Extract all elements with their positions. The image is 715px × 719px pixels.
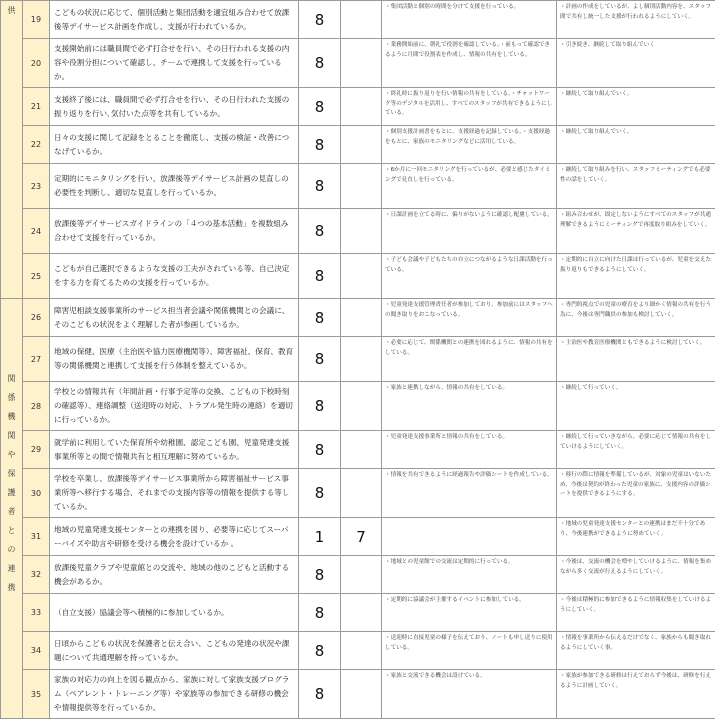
item-number: 31 — [23, 518, 50, 556]
status-comment: ・地域との児童館での交流は定期的に行っている。 — [382, 556, 557, 594]
item-number: 21 — [23, 88, 50, 126]
status-comment: ・送迎時に直接児童の様子を伝えており、ノートも申し送りに使用している。 — [382, 632, 557, 670]
status-comment: ・必要に応じて、関係機関との連携を図れるように、情報の共有をしている。 — [382, 337, 557, 382]
item-number: 30 — [23, 469, 50, 518]
question-text: 支援終了後には、職員間で必ず打合せを行い、その日行われた支援の振り返りを行い､気付いた点等を共有しているか。 — [50, 88, 299, 126]
improvement-comment: ・計画の作成をしているが、よし個別活動内容を、スタッフ間で共有し統一した支援が行われるようにしていく。 — [557, 1, 715, 39]
question-text: 放課後児童クラブや児童館との交流や、地域の他のこどもと活動する機会があるか。 — [50, 556, 299, 594]
no-count — [341, 431, 382, 469]
table-row — [1, 556, 715, 594]
category-cell — [1, 299, 23, 719]
status-comment: ・情報を共有できるように経過報告や評価シートを作成している。 — [382, 469, 557, 518]
table-row — [1, 39, 715, 88]
no-count — [341, 88, 382, 126]
status-comment: ・家族と交流できる機会は設けている。 — [382, 670, 557, 719]
item-number: 22 — [23, 126, 50, 164]
table-row — [1, 209, 715, 254]
no-count — [341, 382, 382, 431]
yes-count: 8 — [299, 164, 341, 209]
improvement-comment: ・地域の児童発達支援センターとの連携はまだ不十分であり、今後連携ができるように努めていく。 — [557, 518, 715, 556]
item-number: 19 — [23, 1, 50, 39]
yes-count: 8 — [299, 431, 341, 469]
no-count: 7 — [341, 518, 382, 556]
item-number: 29 — [23, 431, 50, 469]
improvement-comment: ・専門的視点での児童の療育をより細かく情報の共有を行う為に、今後は専門職員の参加も検討していく。 — [557, 299, 715, 337]
status-comment — [382, 518, 557, 556]
no-count — [341, 594, 382, 632]
status-comment: ・集団活動と個別の時間を分けて支援を行っている。 — [382, 1, 557, 39]
no-count — [341, 469, 382, 518]
status-comment: ・子ども会議や子どもたちの自立につながるような日課活動を行っている。 — [382, 254, 557, 299]
question-text: 日頃からこどもの状況を保護者と伝え合い、こどもの発達の状況や課題について共通理解を持っているか。 — [50, 632, 299, 670]
table-row — [1, 337, 715, 382]
improvement-comment: ・継続して取り組んでいく。 — [557, 88, 715, 126]
question-text: 就学前に利用していた保育所や幼稚園、認定こども園、児童発達支援事業所等との間で情報共有と相互理解に努めているか。 — [50, 431, 299, 469]
category-label: 関係機関や保護者との連携 — [7, 299, 17, 597]
question-text: 支援開始前には職員間で必ず打合せを行い、その日行われる支援の内容や役割分担について確認し、チームで連携して支援を行っているか。 — [50, 39, 299, 88]
table-row — [1, 469, 715, 518]
item-number: 28 — [23, 382, 50, 431]
question-text: 学校との情報共有（年間計画・行事予定等の交換、こどもの下校時刻の確認等）、連絡調整（送迎時の対応、トラブル発生時の連絡）を適切に行っているか。 — [50, 382, 299, 431]
item-number: 24 — [23, 209, 50, 254]
status-comment: ・6か月に一回モニタリングを行っているが、必要と感じたタイミングで見直しを行っている。 — [382, 164, 557, 209]
no-count — [341, 299, 382, 337]
improvement-comment: ・今後は積極的に参加できるように情報収集をしていけるようにしていく。 — [557, 594, 715, 632]
improvement-comment: ・家族が参加できる研修は行えておらず今後は、研修を行えるように計画していく。 — [557, 670, 715, 719]
table-row — [1, 632, 715, 670]
no-count — [341, 39, 382, 88]
table-row — [1, 88, 715, 126]
category-label: 供 — [7, 1, 17, 20]
yes-count: 8 — [299, 126, 341, 164]
item-number: 27 — [23, 337, 50, 382]
status-comment: ・家族と連携しながら、情報の共有をしている。 — [382, 382, 557, 431]
item-number: 25 — [23, 254, 50, 299]
no-count — [341, 337, 382, 382]
yes-count: 8 — [299, 556, 341, 594]
yes-count: 1 — [299, 518, 341, 556]
question-text: 地域の保健、医療（主治医や協力医療機関等）、障害福祉、保育、教育等の関係機関と連携して支援を行う体制を整えているか。 — [50, 337, 299, 382]
status-comment: ・終礼時に振り返りを行い情報の共有をしている。・チャットワーク等のデジタルを活用し、すべてのスタッフが共有できるようにしている。 — [382, 88, 557, 126]
yes-count: 8 — [299, 88, 341, 126]
no-count — [341, 1, 382, 39]
table-row — [1, 1, 715, 39]
yes-count: 8 — [299, 632, 341, 670]
yes-count: 8 — [299, 39, 341, 88]
category-cell — [1, 1, 23, 299]
item-number: 23 — [23, 164, 50, 209]
table-row — [1, 164, 715, 209]
improvement-comment: ・定期的に自立に向けた日課は行っているが、児童を交えた振り返りもできるようにしていく。 — [557, 254, 715, 299]
table-row — [1, 382, 715, 431]
improvement-comment: ・継続して取り組んでいく。 — [557, 126, 715, 164]
no-count — [341, 254, 382, 299]
yes-count: 8 — [299, 337, 341, 382]
item-number: 34 — [23, 632, 50, 670]
no-count — [341, 670, 382, 719]
yes-count: 8 — [299, 299, 341, 337]
improvement-comment: ・継続して行っていきながら、必要に応じて情報の共有をしていけるようにしていく。 — [557, 431, 715, 469]
no-count — [341, 556, 382, 594]
improvement-comment: ・移行の際に情報を準備しているが、対象の児童はいないため、今後は契約が終わった児童の家族に、支援内容の評価シートを提供できるようにする。 — [557, 469, 715, 518]
yes-count: 8 — [299, 469, 341, 518]
question-text: 日々の支援に関して記録をとることを徹底し、支援の検証・改善につなげているか。 — [50, 126, 299, 164]
item-number: 32 — [23, 556, 50, 594]
table-row — [1, 431, 715, 469]
table-row — [1, 594, 715, 632]
table-row — [1, 126, 715, 164]
improvement-comment: ・情報を事業所から伝えるだけでなく、家族からも聞き取れるようにしていく事。 — [557, 632, 715, 670]
yes-count: 8 — [299, 382, 341, 431]
yes-count: 8 — [299, 209, 341, 254]
yes-count: 8 — [299, 254, 341, 299]
question-text: 地域の児童発達支援センターとの連携を図り、必要等に応じてスーパーバイズや助言や研修を受ける機会を設けているか 。 — [50, 518, 299, 556]
table-row — [1, 518, 715, 556]
yes-count: 8 — [299, 594, 341, 632]
no-count — [341, 126, 382, 164]
yes-count: 8 — [299, 1, 341, 39]
question-text: こどもの状況に応じて、個別活動と集団活動を適宜組み合わせて放課後等デイサービス計画を作成し、支援が行われているか。 — [50, 1, 299, 39]
evaluation-table-body — [1, 1, 715, 719]
improvement-comment: ・引き続き、継続して取り組んでいく — [557, 39, 715, 88]
question-text: 定期的にモニタリングを行い、放課後等デイサービス計画の見直しの必要性を判断し、適切な見直しを行っているか。 — [50, 164, 299, 209]
question-text: 学校を卒業し、放課後等デイサービス事業所から障害福祉サービス事業所等へ移行する場合、それまでの支援内容等の情報を提供する等しているか。 — [50, 469, 299, 518]
status-comment: ・定期的に協議会が主催するイベントに参加している。 — [382, 594, 557, 632]
item-number: 35 — [23, 670, 50, 719]
improvement-comment: ・継続して行っていく。 — [557, 382, 715, 431]
status-comment: ・児童発達支援事業所と情報の共有をしている。 — [382, 431, 557, 469]
table-row — [1, 299, 715, 337]
question-text: こどもが自己選択できるような支援の工夫がされている等、自己決定をする力を育てるための支援を行っているか。 — [50, 254, 299, 299]
no-count — [341, 209, 382, 254]
status-comment: ・個別支援計画書をもとに、支援経過を記録している。・支援経過をもとに、家族のモニタリングなどに活用している。 — [382, 126, 557, 164]
table-row — [1, 670, 715, 719]
no-count — [341, 632, 382, 670]
item-number: 26 — [23, 299, 50, 337]
improvement-comment: ・組み合わせが、固定しないようにすべてのスタッフが共通理解できるようにミーティングで再度取り組みをしていく。 — [557, 209, 715, 254]
table-row — [1, 254, 715, 299]
question-text: 障害児相談支援事業所のサービス担当者会議や関係機関との会議に、そのこどもの状況をよく理解した者が参画しているか。 — [50, 299, 299, 337]
improvement-comment: ・主治医や教育医療機関ともできるように検討していく。 — [557, 337, 715, 382]
question-text: 放課後等デイサービスガイドラインの「４つの基本活動」を複数組み合わせて支援を行っているか。 — [50, 209, 299, 254]
improvement-comment: ・今後は、交流の機会を増やしていけるように、情報を集めながら多く交流が行えるようにしていく。 — [557, 556, 715, 594]
no-count — [341, 164, 382, 209]
item-number: 33 — [23, 594, 50, 632]
status-comment: ・日課計画を立てる時に、偏りがないように確認し配慮している。 — [382, 209, 557, 254]
question-text: （自立支援）協議会等へ積極的に参加しているか。 — [50, 594, 299, 632]
item-number: 20 — [23, 39, 50, 88]
improvement-comment: ・継続して取り組みを行い、スタッフミーティングでも必要性の話をしていく。 — [557, 164, 715, 209]
status-comment: ・業務開始前に、朝礼で役割を確認している。・前もって確認できるように月間で役割表を作成し、情報の共有をしている。 — [382, 39, 557, 88]
question-text: 家族の対応力の向上を図る観点から、家族に対して家族支援プログラム（ペアレント・トレーニング等）や家族等の参加できる研修の機会や情報提供等を行っているか。 — [50, 670, 299, 719]
yes-count: 8 — [299, 670, 341, 719]
status-comment: ・児童発達支援管理責任者が参加しており、参加前にはスタッフへの聞き取りをおこなっている。 — [382, 299, 557, 337]
